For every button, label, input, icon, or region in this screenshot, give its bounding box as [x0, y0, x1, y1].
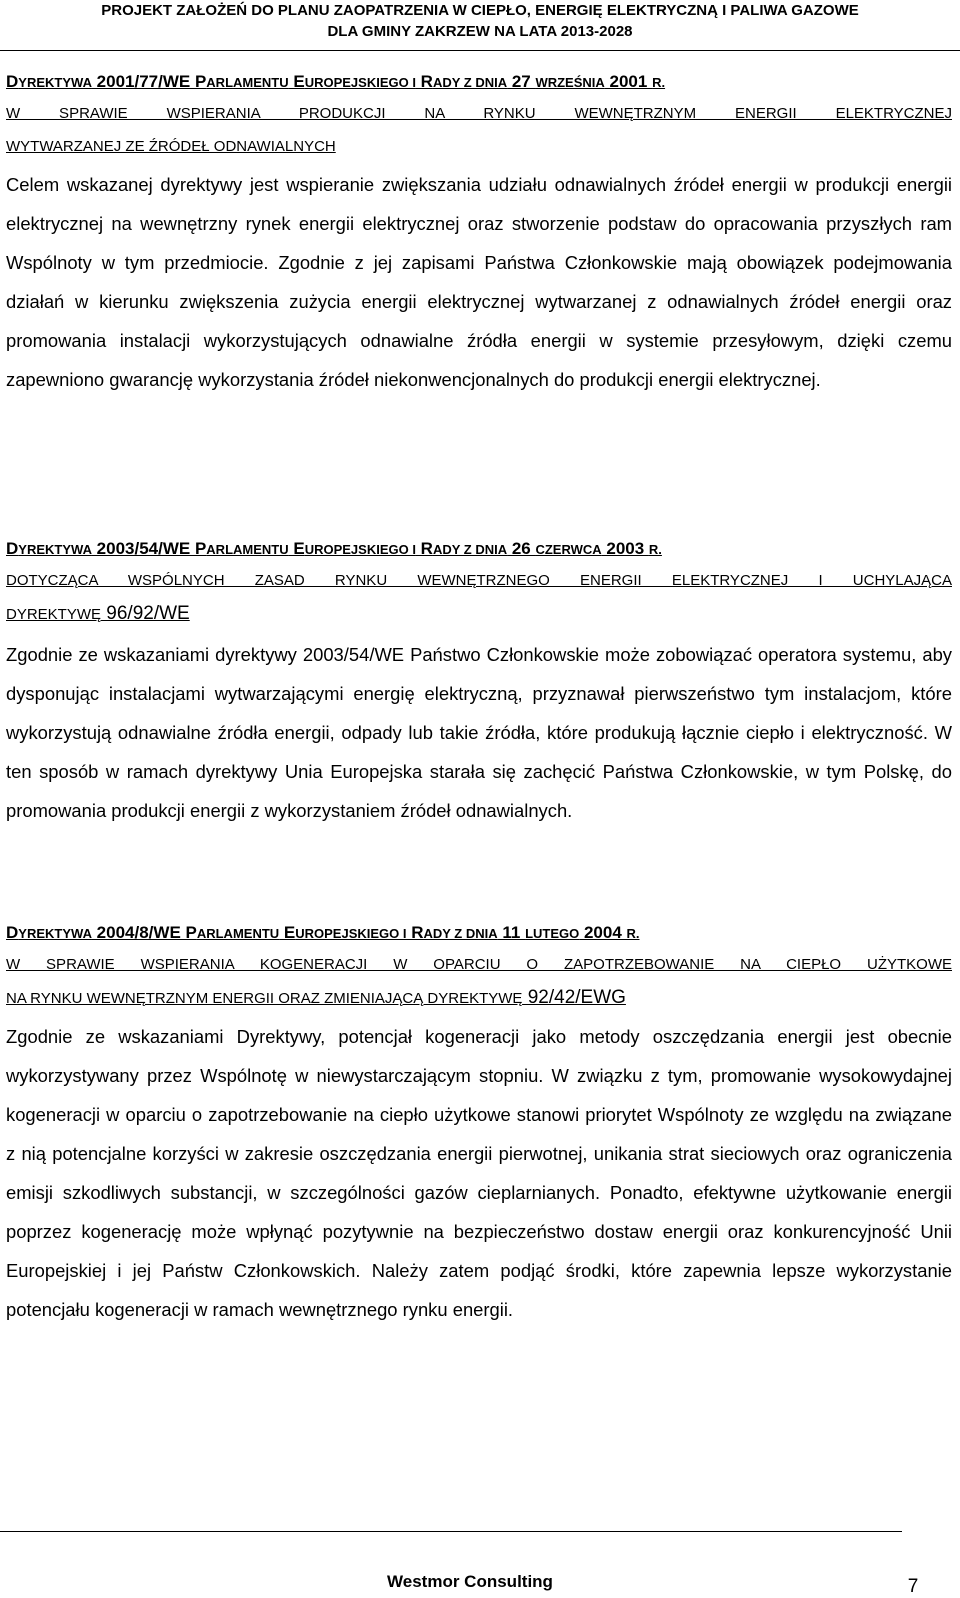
directive-subject-line-2: [6, 600, 952, 629]
directive-title: [6, 70, 952, 95]
title-part: 2001: [604, 72, 653, 91]
title-part: YREKTYWA: [18, 926, 92, 941]
header-divider: [0, 50, 960, 51]
title-part: CZERWCA: [535, 542, 602, 557]
directive-title: [6, 921, 952, 946]
directive-body: Celem wskazanej dyrektywy jest wspieranie zwiększania udziału odnawialnych źródeł energii w produkcji energii elektrycznej na wewnętrzny rynek energii elektrycznej oraz stworzenie podstaw do opracowania przyszłych ram Wspólnoty w tym przedmiocie. Zgodnie z jej zapisami Państwa Członkowskie mają obowiązek podejmowania działań w kierunku zwiększenia zużycia energii elektrycznej wytwarzanej z odnawialnych źródeł energii oraz promowania instalacji wykorzystujących odnawialne źródła energii w systemie przesyłowym, dzięki czemu zapewniono gwarancję wykorzystania źródeł niekonwencjonalnych do produkcji energii elektrycznej.: [6, 174, 952, 390]
header-title: PROJEKT ZAŁOŻEŃ DO PLANU ZAOPATRZENIA W CIEPŁO, ENERGIĘ ELEKTRYCZNĄ I PALIWA GAZOWE: [101, 2, 859, 19]
title-part: YREKTYWA: [18, 75, 92, 90]
directive-2003-54: [6, 537, 952, 830]
title-part: UROPEJSKIEGO I: [304, 542, 416, 557]
title-part: R.: [626, 926, 640, 941]
title-part: D: [6, 72, 19, 91]
title-part: E: [288, 539, 305, 558]
directive-subject-line-1: W SPRAWIE WSPIERANIA PRODUKCJI NA RYNKU WEWNĘTRZNYM ENERGII ELEKTRYCZNEJ: [6, 105, 952, 122]
title-part: ARLAMENTU: [196, 926, 280, 941]
title-part: WRZEŚNIA: [535, 75, 605, 90]
directive-subject-line-2: [6, 984, 952, 1013]
title-part: ADY Z DNIA: [423, 926, 498, 941]
title-part: D: [6, 539, 19, 558]
title-part: R: [406, 923, 424, 942]
title-part: 11: [497, 923, 526, 942]
title-part: ADY Z DNIA: [432, 75, 508, 90]
title-part: LUTEGO: [525, 926, 580, 941]
title-part: E: [288, 72, 305, 91]
title-part: R.: [652, 75, 666, 90]
page-number: 7: [907, 1576, 919, 1597]
directive-body: Zgodnie ze wskazaniami Dyrektywy, potencjał kogeneracji jako metody oszczędzania energii jest obecnie wykorzystywany przez Wspólnotę w niewystarczającym stopniu. W związku z tym, promowanie wysokowydajnej kogeneracji w oparciu o zapotrzebowanie na ciepło użytkowe stanowi priorytet Wspólnoty ze względu na związane z nią potencjalne korzyści w zakresie oszczędzania energii pierwotnej, unikania strat sieciowych oraz ograniczenia emisji szkodliwych substancji, w szczególności gazów cieplarnianych. Ponadto, efektywne użytkowanie energii poprzez kogenerację może wpłynąć pozytywnie na bezpieczeństwo dostaw energii oraz konkurencyjność Unii Europejskiej i jej Państw Członkowskich. Należy zatem podjąć środki, które zapewnia lepsze wykorzystanie potencjału kogeneracji w ramach wewnętrznego rynku energii.: [6, 1026, 952, 1320]
title-part: ARLAMENTU: [206, 75, 289, 90]
title-part: R.: [648, 542, 662, 557]
title-part: 2001/77/WE P: [91, 72, 207, 91]
subject-text: DYREKTYWĘ: [6, 606, 102, 623]
title-part: ADY Z DNIA: [432, 542, 508, 557]
directive-title: [6, 537, 952, 562]
subject-directive-number: 96/92/WE: [101, 603, 190, 624]
directive-subject-line-2: WYTWARZANEJ ZE ŹRÓDEŁ ODNAWIALNYCH: [6, 138, 336, 155]
footer-divider: [0, 1531, 902, 1532]
title-part: E: [279, 923, 296, 942]
title-part: 2004/8/WE P: [91, 923, 197, 942]
title-part: 2003: [601, 539, 649, 558]
title-part: 26: [507, 539, 536, 558]
title-part: UROPEJSKIEGO I: [304, 75, 416, 90]
directive-subject-line-1: W SPRAWIE WSPIERANIA KOGENERACJI W OPARCIU O ZAPOTRZEBOWANIE NA CIEPŁO UŻYTKOWE: [6, 956, 952, 973]
title-part: YREKTYWA: [18, 542, 92, 557]
title-part: UROPEJSKIEGO I: [295, 926, 407, 941]
directive-body: Zgodnie ze wskazaniami dyrektywy 2003/54/WE Państwo Członkowskie może zobowiązać operatora systemu, aby dysponując instalacjami wytwarzającymi energię elektryczną, przyznawał pierwszeństwo tym instalacjom, które wykorzystują odnawialne źródła energii, odpady lub takie źródła, które produkują łącznie ciepło i elektryczność. W ten sposób w ramach dyrektywy Unia Europejska starała się zachęcić Państwa Członkowskie, w tym Polskę, do promowania produkcji energii z wykorzystaniem źródeł odnawialnych.: [6, 644, 952, 821]
title-part: 2004: [579, 923, 627, 942]
footer-company: Westmor Consulting: [387, 1572, 553, 1591]
title-part: R: [415, 539, 433, 558]
title-part: R: [415, 72, 433, 91]
header-subtitle: DLA GMINY ZAKRZEW NA LATA 2013-2028: [327, 23, 633, 40]
title-part: D: [6, 923, 19, 942]
subject-directive-number: 92/42/EWG: [522, 987, 626, 1008]
directive-subject-line-1: DOTYCZĄCA WSPÓLNYCH ZASAD RYNKU WEWNĘTRZNEGO ENERGII ELEKTRYCZNEJ I UCHYLAJĄCA: [6, 572, 952, 589]
title-part: ARLAMENTU: [206, 542, 289, 557]
title-part: 27: [507, 72, 536, 91]
directive-2004-8: [6, 921, 952, 1329]
title-part: 2003/54/WE P: [91, 539, 207, 558]
directive-2001-77: [6, 70, 952, 399]
subject-text: NA RYNKU WEWNĘTRZNYM ENERGII ORAZ ZMIENIAJĄCĄ DYREKTYWĘ: [6, 990, 523, 1007]
